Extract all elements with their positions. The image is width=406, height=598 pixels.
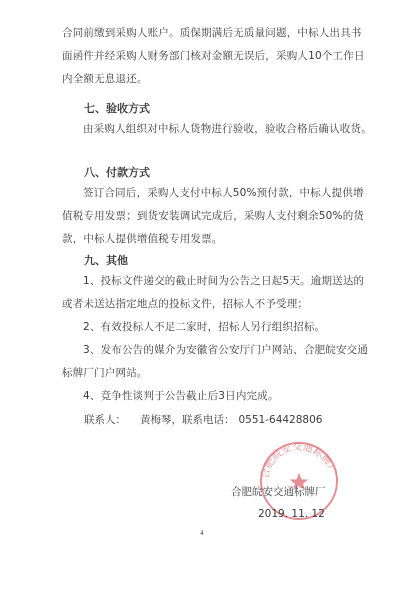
seal-text: 合肥皖安交通标牌厂 <box>259 441 338 480</box>
paragraph-min-bidders: 2、有效投标人不足二家时，招标人另行组织招标。 <box>83 321 326 333</box>
contact-phone-label: 联系电话： <box>182 414 235 426</box>
contact-name: 黄梅琴， <box>140 414 182 426</box>
heading-other: 九、其他 <box>84 254 128 267</box>
paragraph-deadline: 1、投标文件递交的截止时间为公告之日起5天。逾期送达的或者未送达指定地点的投标文件，招标人不予受理； <box>62 275 365 310</box>
page-number: 4 <box>200 530 204 537</box>
svg-text:合肥皖安交通标牌厂 <box>258 440 338 480</box>
paragraph-acceptance: 由采购人组织对中标人货物进行验收，验收合格后确认收货。 <box>83 123 372 135</box>
paragraph-deposit-refund: 合同前缴到采购人账户。质保期满后无质量问题，中标人出具书面函件并经采购人财务部门核对金额无误后，采购人10个工作日内全额无息退还。 <box>62 27 365 85</box>
paragraph-payment: 签订合同后，采购人支付中标人50%预付款，中标人提供增值税专用发票；到货安装调试完成后，采购人支付剩余50%的货款，中标人提供增值税专用发票。 <box>62 187 365 245</box>
heading-acceptance: 七、验收方式 <box>84 102 150 115</box>
contact-line <box>84 412 322 428</box>
paragraph-negotiation: 4、竞争性谈判于公告截止后3日内完成。 <box>83 390 279 402</box>
paragraph-media: 3、发布公告的媒介为安徽省公安厅门户网站、合肥皖安交通标牌厂门户网站。 <box>62 344 369 379</box>
contact-phone: 0551-64428806 <box>238 414 323 426</box>
contact-label: 联系人： <box>84 414 126 426</box>
signature-date: 2019. 11. 12 <box>258 508 325 520</box>
signature-org: 合肥皖安交通标牌厂 <box>231 486 326 498</box>
heading-payment: 八、付款方式 <box>84 166 150 179</box>
